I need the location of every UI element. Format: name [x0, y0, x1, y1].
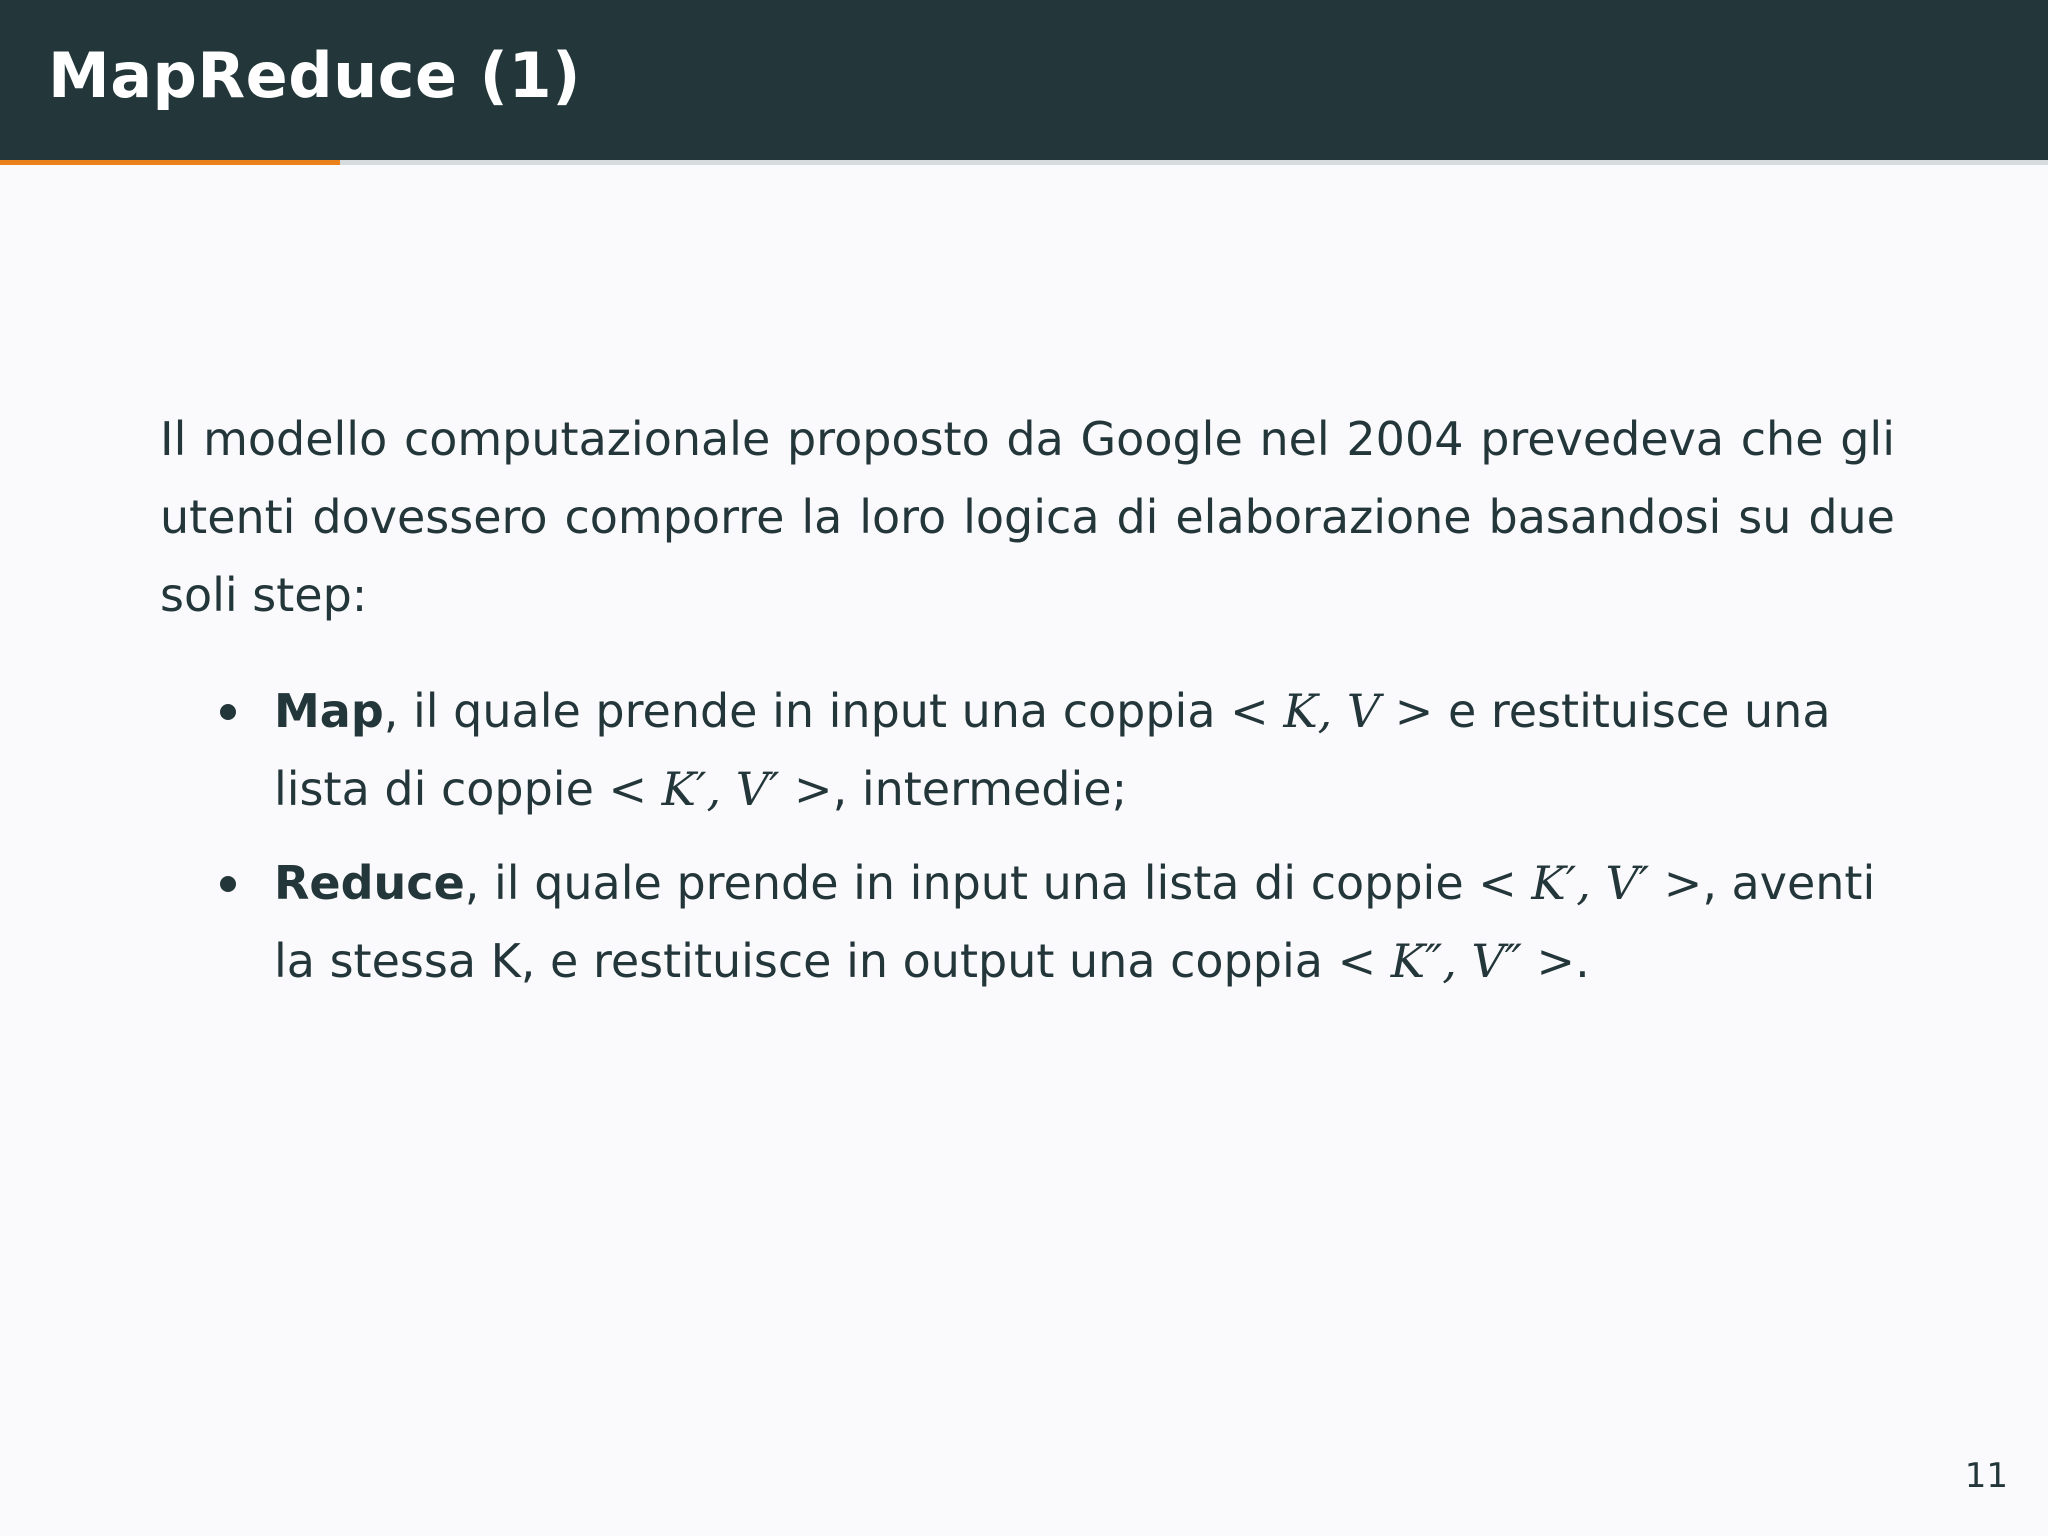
bullet-dot-icon	[220, 876, 236, 892]
bullet-text: , il quale prende in input una coppia	[383, 684, 1231, 738]
bullet-text: , il quale prende in input una lista di coppie	[464, 856, 1479, 910]
bullet-text: e restituisce una lista di coppie	[274, 684, 1831, 816]
progress-bar-fill	[0, 160, 340, 165]
math-expression: < K′, V′ >	[608, 762, 833, 816]
bullet-text: , intermedie;	[832, 762, 1128, 816]
math-expression: < K, V >	[1230, 684, 1434, 738]
term-reduce: Reduce	[274, 856, 465, 910]
slide-header	[0, 0, 2048, 160]
bullet-dot-icon	[220, 704, 236, 720]
bullet-text: .	[1575, 934, 1590, 988]
bullet-text: , aventi la stessa K, e restituisce in output una coppia	[274, 856, 1876, 988]
term-map: Map	[274, 684, 384, 738]
math-expression: < K″, V″ >	[1337, 934, 1576, 988]
intro-paragraph: Il modello computazionale proposto da Google nel 2004 prevedeva che gli utenti dovessero comporre la loro logica di elaborazione basandosi su due soli step:	[160, 412, 1895, 622]
bullet-list	[160, 672, 1895, 1000]
slide-body	[160, 400, 1895, 1016]
page-number: 11	[1964, 1456, 2008, 1496]
bullet-map	[160, 672, 1895, 828]
bullet-reduce	[160, 844, 1895, 1000]
math-expression: < K′, V′ >	[1478, 856, 1703, 910]
progress-bar	[0, 160, 2048, 165]
slide-title: MapReduce (1)	[48, 39, 581, 112]
